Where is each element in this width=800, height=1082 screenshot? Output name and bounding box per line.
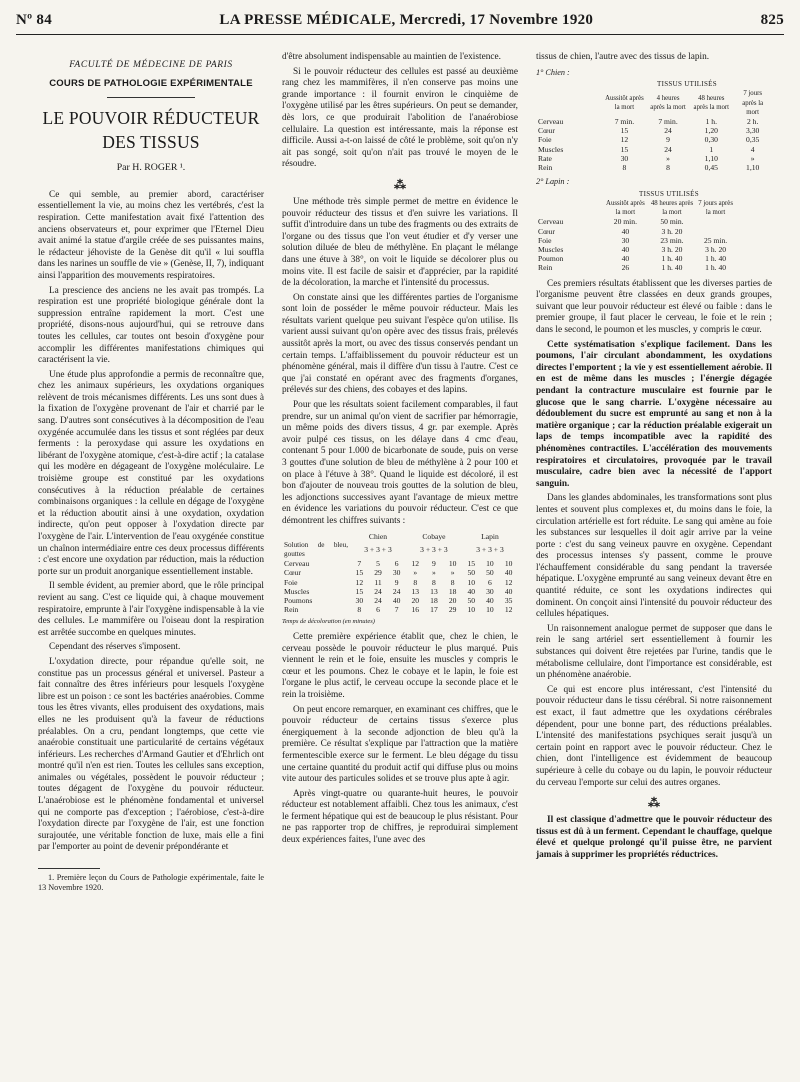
table-row-label: Rate bbox=[538, 153, 552, 163]
table-row bbox=[536, 227, 736, 236]
table-col-header: Cobaye bbox=[422, 531, 446, 541]
table-row-label: Solution de bleu, gouttes bbox=[284, 540, 348, 558]
column-3 bbox=[536, 52, 772, 865]
table-cell: 50 bbox=[486, 568, 494, 578]
chien-table bbox=[536, 80, 772, 172]
table-row bbox=[536, 135, 772, 144]
table-cell: 9 bbox=[666, 135, 670, 145]
table-cell: 1 h. 40 bbox=[705, 263, 727, 273]
table-cell: 3 + 3 + 3 bbox=[420, 545, 448, 555]
table-cell bbox=[695, 217, 736, 226]
table-cell: 8 bbox=[413, 577, 418, 587]
footnote-rule bbox=[38, 868, 100, 869]
column-1 bbox=[38, 52, 264, 893]
table-cell: 1 h. bbox=[705, 117, 717, 126]
table-cell: 12 bbox=[411, 559, 420, 569]
table-cell: 8 bbox=[666, 163, 670, 173]
table-cell: 1 h. 40 bbox=[661, 254, 683, 264]
table-row bbox=[282, 578, 518, 587]
table-row-label: Poumons bbox=[284, 595, 313, 605]
table-cell: 15 bbox=[355, 568, 364, 578]
paragraph: Si le pouvoir réducteur des cellules est passé au deuxième rang chez les mammifères, il n'en conserve pas moins une grande importance : il fournit environ le cinquième de l'oxygène utilisé par les êtres supérieurs. On peut se demander, dès lors, ce que produirait l'abolition de l'anaérobiose cellulaire. La question est intéressante, mais la réponse est difficile. Aussi a-t-on laissé de côté le problème, soit qu'on n'y ait pas songé, soit qu'on n'ait pas trouvé le moyen de le résoudre. bbox=[282, 66, 518, 170]
journal-title: LA PRESSE MÉDICALE, Mercredi, 17 Novembre 1920 bbox=[219, 12, 594, 28]
header-rule bbox=[16, 34, 784, 35]
table-row-label: Rein bbox=[538, 263, 553, 273]
table-cell: 1 h. 40 bbox=[705, 254, 727, 264]
table-header-row bbox=[536, 199, 736, 217]
table-row bbox=[282, 568, 518, 577]
table-cell: 5 bbox=[376, 559, 380, 569]
table-cell: 7 bbox=[357, 559, 362, 569]
table-cell: 29 bbox=[374, 568, 382, 578]
table-cell: 1,20 bbox=[704, 126, 718, 136]
table-cell: 15 bbox=[620, 126, 629, 136]
paragraph: Cette systématisation s'explique facilement. Dans les poumons, l'air circulant abondamment, les oxydations directes l'emportent ; la vie y est essentiellement aérobie. Il en est de même dans les muscles ; l'énergie dégagée pendant la contracture musculaire est fournie par le glucose que le sang charrie. L'oxygène nécessaire au dédoublement du sucre est emprunté au sang et non à la matière organique ; car la réduction préalable exigerait un laps de temps incompatible avec la rapidité des phénomènes contractiles. L'accélération des mouvements respiratoires et circulatoires, provoquée par le travail musculaire, cadre bien avec la nécessité de l'apport sanguin. bbox=[536, 339, 772, 489]
table-col-header: 4 heures après la mort bbox=[650, 94, 686, 112]
table-corner bbox=[282, 532, 350, 541]
table-cell: 50 bbox=[467, 568, 476, 578]
paragraph: Dans les glandes abdominales, les transformations sont plus lentes et souvent plus complexes et, du moins dans le foie, la circulation artérielle est fort réduite. Le sang qui amène au foie les substances sur lesquelles il doit agir arrive par la veine porte : c'est du sang veineux pauvre en oxygène. Cependant des processus intenses s'y passent, comme le prouve l'échauffement considérable du sang pendant la traversée hépatique. L'oxygène emprunté au sang veineux devant être en quantité réduite, ce sont les oxydations indirectes qui dominent. On conçoit ainsi l'intensité du pouvoir réducteur des cellules hépatiques. bbox=[536, 493, 772, 620]
table-col-header: Aussitôt après la mort bbox=[606, 200, 645, 217]
table-caption-row bbox=[536, 190, 736, 199]
table-cell: 3 + 3 + 3 bbox=[476, 545, 504, 555]
table-cell: 18 bbox=[430, 595, 438, 605]
paragraph: On constate ainsi que les différentes parties de l'organisme sont loin de posséder le même pouvoir réducteur. Mais les résultats varient quelque peu suivant l'espèce qu'on utilise. Ils varient aussi suivant qu'on opère avec des tissus frais, prélevés aussitôt après la mort, ou avec des tissus conservés pendant un certain temps. L'affaiblissement du pouvoir réducteur est un phénomène général, mais il diffère d'un tissu à l'autre. C'est ce que j'ai constaté en opérant avec des fragments d'organes, prélevés sur des chiens, des cobayes et des lapins. bbox=[282, 292, 518, 396]
table-row bbox=[282, 605, 518, 614]
table-cell: 16 bbox=[411, 605, 420, 615]
table-cell: 6 bbox=[376, 605, 380, 615]
table-cell: 3 + 3 + 3 bbox=[364, 545, 392, 555]
paragraph: Ces premiers résultats établissent que les diverses parties de l'organisme peuvent être classées en deux grands groupes, suivant que leur pouvoir réducteur est élevé ou faible : dans le premier groupe, il faut placer le cerveau, le foie et le rein ; dans le second, le poumon et les muscles, y compris le cœur. bbox=[536, 278, 772, 336]
table-row bbox=[282, 541, 518, 559]
table-cell: 30 bbox=[355, 595, 364, 605]
paragraph: Il est classique d'admettre que le pouvoir réducteur des tissus est dû à un ferment. Cependant le chauffage, quelque élevé et quelque prolongé qu'il puisse être, ne parvient jamais à supprimer les propriétés réductrices. bbox=[536, 815, 772, 860]
table-cell: 35 bbox=[504, 595, 513, 605]
table-cell: 30 bbox=[392, 568, 401, 578]
table-row bbox=[536, 145, 772, 154]
lapin-table bbox=[536, 190, 736, 273]
table-cell: » bbox=[750, 153, 755, 163]
table-cell: 20 bbox=[448, 595, 457, 605]
table-row-label: Muscles bbox=[538, 245, 564, 255]
paragraph: La prescience des anciens ne les avait pas trompés. La respiration est une propriété biologique générale dont la suppression entraîne rapidement la mort. C'est une propriété, disons-nous aujourd'hui, qui se retrouve dans toutes les cellules, car toutes ont besoin d'oxygène pour accomplir les différentes manifestations chimiques qui caractérisent la vie. bbox=[38, 285, 264, 366]
table-cell: 1,10 bbox=[704, 153, 718, 163]
table-cell: 50 min. bbox=[660, 217, 684, 227]
table-cell: 12 bbox=[504, 605, 513, 615]
table-cell: 15 bbox=[355, 586, 364, 596]
table-cell: 26 bbox=[621, 263, 630, 273]
table-body bbox=[282, 559, 518, 614]
table-col-header: 48 heures après la mort bbox=[693, 94, 730, 112]
table-cell: 24 bbox=[374, 586, 382, 596]
paragraph: Un raisonnement analogue permet de supposer que dans le rein le sang artériel sert essentiellement à fournir les substances qui doivent être rejetées par l'urine, tandis que le métabolisme cellulaire, dont l'importance est considérable, est un phénomène anaérobie. bbox=[536, 623, 772, 681]
table-caption-row bbox=[536, 80, 772, 89]
table-row-label: Rein bbox=[284, 605, 299, 615]
table-cell: » bbox=[666, 153, 670, 163]
table-cell: 15 bbox=[620, 144, 629, 154]
title-rule bbox=[107, 97, 195, 98]
table-side-label: Temps de décoloration (en minutes) bbox=[282, 618, 375, 626]
table-cell: 1 bbox=[709, 144, 714, 154]
table-col-header: 7 jours après la mort bbox=[742, 90, 764, 116]
table-cell: 6 bbox=[394, 559, 399, 569]
paragraph: Une méthode très simple permet de mettre en évidence le pouvoir réducteur des tissus et d'en suivre les variations. Il suffit d'introduire dans un tube des fragments ou des extraits de l'organe ou des tissus que l'on veut étudier et d'y verser une solution diluée de bleu de méthylène. En plaçant le mélange dans une étuve à 38°, on voit le liquide se décolorer plus ou moins vite. Il est facile de saisir et d'apprécier, par la rapidité de la décoloration, la marche et l'intensité du processus. bbox=[282, 196, 518, 289]
table-cell: 10 bbox=[448, 559, 457, 569]
table-cell: 0,45 bbox=[704, 163, 718, 173]
table-row-label: Cœur bbox=[538, 226, 555, 236]
table-cell: 13 bbox=[430, 586, 438, 596]
table-cell: 40 bbox=[504, 568, 513, 578]
table-cell: 8 bbox=[622, 163, 627, 173]
table-corner bbox=[536, 80, 602, 89]
page-number: 825 bbox=[760, 12, 784, 28]
table-caption: TISSUS UTILISÉS bbox=[639, 189, 699, 198]
paragraph: Il semble évident, au premier abord, que le rôle principal revient au sang. C'est ce liquide qui, à chaque mouvement respiratoire, emprunte à l'air l'oxygène indispensable à la vie des cellules. Le mammifère ou l'oiseau dont la respiration est arrêtée succombe en quelques minutes. bbox=[38, 581, 264, 638]
table-row-label: Foie bbox=[538, 135, 552, 145]
table-col-header: Chien bbox=[368, 531, 388, 541]
paragraph: Pour que les résultats soient facilement comparables, il faut prendre, sur un animal qu'on vient de sacrifier par hémorragie, un même poids des divers tissus, 4 gr. par exemple. Après avoir pulpé ces tissus, on les délaye dans 4 cmc d'eau, contenant 5 pour 1.000 de bicarbonate de soude, puis on verse 3 gouttes d'une solution de bleu de méthylène à 2 pour 100 et on place à l'étuve à 38°. Quand le liquide est décoloré, il est bon d'ajouter de nouveau trois gouttes de la solution de bleu, les adjonctions successives ayant l'avantage de mieux mettre en évidence les variations du pouvoir réducteur. C'est ce que démontrent les chiffres suivants : bbox=[282, 400, 518, 526]
table-cell: 10 bbox=[467, 577, 476, 587]
paragraph: tissus de chien, l'autre avec des tissus de lapin. bbox=[536, 52, 710, 62]
table-cell: 8 bbox=[450, 577, 455, 587]
table-cell: 1 h. 40 bbox=[661, 263, 683, 273]
table-cell: 40 bbox=[392, 595, 401, 605]
paragraph: On peut encore remarquer, en examinant ces chiffres, que le pouvoir réducteur de certains tissus s'exerce plus énergiquement à la seconde adjonction de bleu qu'à la première. Ce résultat s'explique par l'attraction que la matière fermentescible exerce sur le ferment. Le bleu dégage du tissu une certaine quantité du produit actif qui diffuse plus ou moins vite autour des particules solides et se trouve plus apte à agir. bbox=[282, 704, 518, 785]
paragraph: Ce qui est encore plus intéressant, c'est l'intensité du pouvoir réducteur dans le tissu cérébral. Si notre raisonnement est exact, il faut admettre que les oxydations cérébrales dépendent, pour une bonne part, des réductions préalables. L'intensité des manifestations psychiques serait jusqu'à un certain point en rapport avec le pouvoir réducteur. Chez le chien, dont l'intelligence est évidemment de beaucoup supérieure à celle du cobaye ou du lapin, le pouvoir réducteur du cerveau l'emporte sur celui des autres organes. bbox=[536, 684, 772, 788]
table-cell: 30 bbox=[620, 153, 629, 163]
table-row-label: Foie bbox=[538, 235, 552, 245]
title-line-1: LE POUVOIR RÉDUCTEUR bbox=[42, 108, 260, 129]
table-cell: 4 bbox=[750, 144, 755, 154]
table-label: 2° Lapin : bbox=[536, 177, 570, 187]
table-cell: 40 bbox=[621, 245, 630, 255]
table-row-label: Cœur bbox=[284, 568, 301, 578]
table-cell: 7 min. bbox=[658, 117, 678, 126]
table-row bbox=[536, 126, 772, 135]
table-cell: 3 h. 20 bbox=[705, 245, 727, 255]
table-cell: » bbox=[432, 568, 436, 578]
title-line-2: DES TISSUS bbox=[102, 132, 200, 153]
page-header bbox=[16, 12, 784, 29]
table-cell: » bbox=[413, 568, 418, 578]
table-cell: 2 h. bbox=[746, 117, 759, 126]
table-cell: 3 h. 20 bbox=[661, 245, 683, 255]
table-cell: 30 bbox=[486, 586, 494, 596]
paragraph: Après vingt-quatre ou quarante-huit heures, le pouvoir réducteur est notablement affaibli. Chez tous les animaux, c'est le ferment hépatique qui est de beaucoup le plus résistant. Pour ne pas rapporter trop de chiffres, je reproduirai simplement deux expériences faites, l'une avec des bbox=[282, 788, 518, 846]
table-cell: 40 bbox=[621, 254, 630, 264]
table-row bbox=[536, 254, 736, 263]
table-cell: 40 bbox=[621, 226, 630, 236]
table-row bbox=[536, 236, 736, 245]
table-cell: 0,35 bbox=[746, 135, 760, 145]
table-row-label: Rein bbox=[538, 163, 553, 173]
table-col-header: 7 jours après la mort bbox=[698, 200, 733, 217]
table-row bbox=[536, 217, 736, 226]
table-row-label: Cerveau bbox=[284, 559, 310, 569]
reduction-table bbox=[282, 532, 518, 615]
table-corner bbox=[536, 199, 602, 217]
table-row bbox=[282, 559, 518, 568]
table-cell: 1,10 bbox=[746, 163, 760, 173]
table-row-label: Cerveau bbox=[538, 217, 564, 227]
table-cell: 8 bbox=[357, 605, 362, 615]
table-col-header: Aussitôt après la mort bbox=[605, 94, 644, 112]
table-cell: 10 bbox=[504, 559, 513, 569]
table-cell: 20 bbox=[411, 595, 420, 605]
table-col-header: 48 heures après la mort bbox=[650, 200, 694, 217]
asterism: ⁂ bbox=[648, 796, 660, 811]
table-cell: 40 bbox=[467, 586, 476, 596]
table-row bbox=[536, 154, 772, 163]
paragraph: d'être absolument indispensable au maintien de l'existence. bbox=[282, 52, 501, 62]
table-row-label: Poumon bbox=[538, 254, 564, 264]
table-cell: 40 bbox=[504, 586, 513, 596]
table-row-label: Muscles bbox=[284, 586, 310, 596]
table-cell: 11 bbox=[374, 577, 382, 587]
faculty-line: FACULTÉ DE MÉDECINE DE PARIS bbox=[69, 60, 233, 70]
table-cell: 17 bbox=[430, 605, 438, 615]
table-cell: 20 min. bbox=[613, 217, 637, 227]
table-cell: 10 bbox=[486, 605, 494, 615]
article-title bbox=[38, 106, 264, 154]
issue-number: Nº 84 bbox=[16, 12, 53, 28]
asterism: ⁂ bbox=[394, 177, 406, 192]
table-cell: 7 bbox=[394, 605, 399, 615]
course-line: COURS DE PATHOLOGIE EXPÉRIMENTALE bbox=[49, 77, 253, 89]
table-row-label: Foie bbox=[284, 577, 298, 587]
table-label: 1° Chien : bbox=[536, 67, 570, 77]
table-corner bbox=[536, 190, 602, 199]
table-cell: 50 bbox=[467, 595, 476, 605]
table-row bbox=[282, 596, 518, 605]
paragraph: Une étude plus approfondie a permis de reconnaître que, chez les animaux supérieurs, les oxydations organiques relèvent de trois mécanismes différents. Les uns sont dues à la fixation de l'oxygène provenant de l'air et charrié par le sang. D'autres sont consécutives à la décomposition de l'eau oxygénée accumulée dans les tissus et sont réglées par deux ferments : la peroxydase qui assure les oxydations en libérant de l'oxygène atomique, c'est-à-dire actif ; la catalase qui les modère en dégageant de l'oxygène moléculaire. Le troisième groupe est constitué par les oxydations consécutives à la réduction préalable de certaines combinaisons organiques : la cellule en dégage de l'oxygène et la réduction aboutit ainsi à une oxydation, oxydation indirecte, qu'on peut opposer à l'oxydation directe par l'oxygène de l'air. L'intervention de l'eau oxygénée constitue un chaînon intermédiaire entre ces deux processus différents : c'est encore une oxydation par réduction, mais la réduction porte sur un produit anorganique essentiellement instable. bbox=[38, 369, 264, 577]
table-caption: TISSUS UTILISÉS bbox=[657, 80, 717, 89]
table-row bbox=[536, 117, 772, 126]
table-cell: 7 min. bbox=[614, 117, 635, 126]
paragraph: Cette première expérience établit que, chez le chien, le cerveau possède le pouvoir réducteur le plus marqué. Puis viennent le rein et le foie, ensuite les muscles y compris le cœur et les poumons. Chez le cobaye et le lapin, le foie est l'organe le plus actif, le cerveau occupe la seconde place et le rein la troisième. bbox=[282, 631, 518, 700]
table-cell bbox=[695, 227, 736, 236]
byline: Par H. ROGER ¹. bbox=[116, 162, 186, 174]
table-cell: » bbox=[450, 568, 455, 578]
table-cell: 8 bbox=[432, 577, 436, 587]
table-cell: 9 bbox=[432, 559, 436, 569]
table-cell: 25 min. bbox=[703, 235, 728, 245]
table-cell: 10 bbox=[486, 559, 494, 569]
paragraph: L'oxydation directe, pour répandue qu'elle soit, ne constitue pas un processus général et universel. Pasteur a fait connaître des êtres inférieurs pour lesquels l'oxygène libre est un poison : ce sont les bactéries anaérobies. Comme tous les êtres vivants, elles produisent des oxydations, mais elles ne les produisent qu'à la faveur de réductions préalables. On a cru, pendant longtemps, que cette vie anaérobie constituait une particularité de certains végétaux inférieurs. Les recherches d'Armand Gautier et d'Ehrlich ont montré qu'il n'en est rien. Toutes les cellules sans exception, animales ou végétales, possèdent le pouvoir réducteur ; toutes dégagent de l'oxygène du pouvoir réducteur. L'anaérobiose est le phénomène fondamental et universel qui ne comporte pas d'exception ; l'aérobiose, c'est-à-dire l'oxydation directe par l'oxygène de l'air, est une fonction surajoutée, une véritable fonction de luxe, mais elle a fini par l'emporter au point de devenir prépondérante et bbox=[38, 656, 264, 853]
table-cell: 40 bbox=[486, 595, 494, 605]
table-cell: 12 bbox=[504, 577, 513, 587]
column-2 bbox=[282, 52, 518, 850]
table-body bbox=[536, 217, 736, 272]
table-row bbox=[536, 263, 736, 272]
table-cell: 6 bbox=[488, 577, 492, 587]
table-cell: 9 bbox=[394, 577, 399, 587]
table-cell: 15 bbox=[467, 559, 476, 569]
table-cell: 24 bbox=[374, 595, 382, 605]
table-cell: 0,30 bbox=[704, 135, 718, 145]
table-row bbox=[536, 163, 772, 172]
table-body bbox=[536, 117, 772, 172]
table-row-label: Cœur bbox=[538, 126, 555, 136]
table-cell: 3,30 bbox=[746, 126, 760, 136]
table-cell: 24 bbox=[664, 126, 672, 136]
table-cell: 3 h. 20 bbox=[661, 226, 683, 236]
table-row-label: Muscles bbox=[538, 144, 564, 154]
table-col-header: Lapin bbox=[481, 531, 499, 541]
table-cell: 29 bbox=[448, 605, 457, 615]
paragraph: Cependant des réserves s'imposent. bbox=[49, 642, 181, 653]
table-cell: 12 bbox=[620, 135, 629, 145]
table-cell: 18 bbox=[448, 586, 457, 596]
table-cell: 24 bbox=[664, 144, 672, 154]
table-header-row bbox=[282, 532, 518, 541]
paragraph: Ce qui semble, au premier abord, caractériser essentiellement la vie, au moins chez les vertébrés, c'est la respiration. Cette manifestation avait fixé l'attention des anciens observateurs et, pour exprimer que l'Eternel Dieu avait animé la statue d'argile créée de ses puissantes mains, le rédacteur jéhoviste de la Genèse dit qu'il « lui souffla dans les narines un souffle de vie » (Genèse, II, 7), indiquant ainsi l'apparition des mouvements respiratoires. bbox=[38, 189, 264, 281]
table-header-row bbox=[536, 89, 772, 117]
table-corner bbox=[536, 89, 602, 117]
table-cell: 24 bbox=[392, 586, 401, 596]
table-cell: 13 bbox=[411, 586, 420, 596]
table-row bbox=[536, 245, 736, 254]
footnote: 1. Première leçon du Cours de Pathologie expérimentale, faite le 13 Novembre 1920. bbox=[38, 873, 264, 893]
table-cell: 10 bbox=[467, 605, 476, 615]
table-row bbox=[282, 587, 518, 596]
table-cell: 30 bbox=[621, 235, 630, 245]
table-row-label: Cerveau bbox=[538, 117, 564, 126]
table-cell: 12 bbox=[355, 577, 364, 587]
table-cell: 23 min. bbox=[660, 235, 684, 245]
